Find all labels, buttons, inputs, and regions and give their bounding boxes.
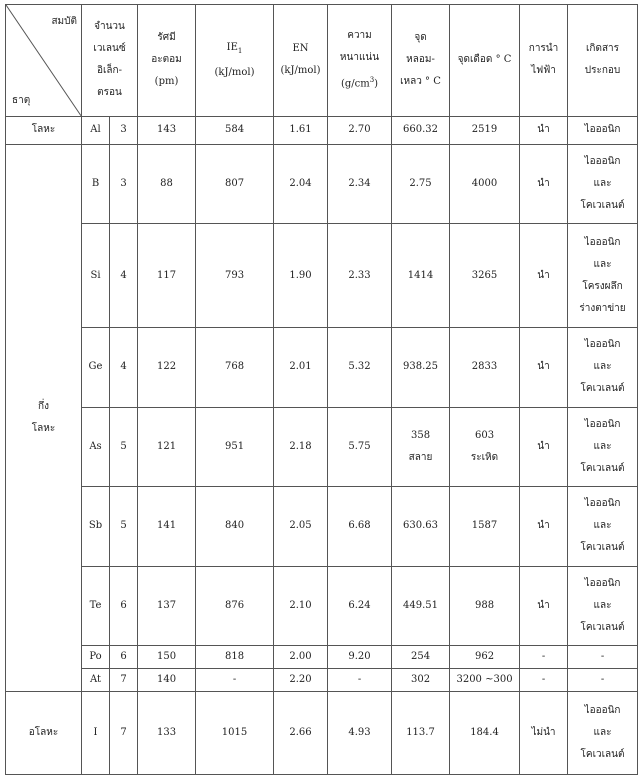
electronegativity: 2.04 <box>274 144 328 224</box>
boiling-point: 962 <box>450 646 520 669</box>
ionization-energy: 807 <box>196 144 274 224</box>
header-corner-cell <box>6 5 82 117</box>
valence-electrons: 7 <box>110 692 138 775</box>
ionization-energy: 1015 <box>196 692 274 775</box>
header-electronegativity: EN (kJ/mol) <box>274 5 328 117</box>
valence-electrons: 4 <box>110 328 138 408</box>
ionization-energy: - <box>196 669 274 692</box>
boiling-point: 184.4 <box>450 692 520 775</box>
ionization-energy: 793 <box>196 224 274 328</box>
element-symbol: Sb <box>82 487 110 567</box>
boiling-point: 603 ระเหิด <box>450 407 520 487</box>
valence-electrons: 4 <box>110 224 138 328</box>
conductivity: - <box>520 669 568 692</box>
ionization-energy: 584 <box>196 116 274 144</box>
compound-type: ไอออนิก และ โครงผลึก ร่างตาข่าย <box>568 224 638 328</box>
element-symbol: As <box>82 407 110 487</box>
atomic-radius: 141 <box>138 487 196 567</box>
compound-type: ไอออนิก และ โคเวเลนต์ <box>568 328 638 408</box>
electronegativity: 2.20 <box>274 669 328 692</box>
valence-electrons: 5 <box>110 487 138 567</box>
conductivity: - <box>520 646 568 669</box>
table-row <box>6 116 638 144</box>
atomic-radius: 133 <box>138 692 196 775</box>
ionization-energy: 951 <box>196 407 274 487</box>
boiling-point: 2833 <box>450 328 520 408</box>
group-label: กึ่ง โลหะ <box>6 144 82 692</box>
density: 5.32 <box>328 328 392 408</box>
header-conductivity: การนำ ไฟฟ้า <box>520 5 568 117</box>
density: 2.33 <box>328 224 392 328</box>
ie-label: $IE_1$ <box>226 41 243 55</box>
electronegativity: 1.61 <box>274 116 328 144</box>
electronegativity: 2.10 <box>274 566 328 646</box>
atomic-radius: 143 <box>138 116 196 144</box>
boiling-point: 3265 <box>450 224 520 328</box>
compound-type: - <box>568 646 638 669</box>
melting-point: 938.25 <box>392 328 450 408</box>
boiling-point: 3200 ~300 <box>450 669 520 692</box>
valence-electrons: 5 <box>110 407 138 487</box>
melting-point: 302 <box>392 669 450 692</box>
header-ionization-energy: $IE_1$ (kJ/mol) <box>196 5 274 117</box>
density: 5.75 <box>328 407 392 487</box>
valence-electrons: 3 <box>110 144 138 224</box>
melting-point: 449.51 <box>392 566 450 646</box>
conductivity: นำ <box>520 328 568 408</box>
table-row <box>6 224 638 328</box>
table-row <box>6 566 638 646</box>
element-symbol: Si <box>82 224 110 328</box>
valence-electrons: 6 <box>110 566 138 646</box>
element-symbol: Al <box>82 116 110 144</box>
valence-electrons: 7 <box>110 669 138 692</box>
element-symbol: Te <box>82 566 110 646</box>
atomic-radius: 88 <box>138 144 196 224</box>
table-row <box>6 487 638 567</box>
element-symbol: Po <box>82 646 110 669</box>
element-symbol: I <box>82 692 110 775</box>
group-label: โลหะ <box>6 116 82 144</box>
compound-type: ไอออนิก และ โคเวเลนต์ <box>568 407 638 487</box>
melting-point: 1414 <box>392 224 450 328</box>
melting-point: 358 สลาย <box>392 407 450 487</box>
conductivity: นำ <box>520 116 568 144</box>
ionization-energy: 840 <box>196 487 274 567</box>
header-boiling-point: จุดเดือด ° C <box>450 5 520 117</box>
electronegativity: 2.01 <box>274 328 328 408</box>
density: 9.20 <box>328 646 392 669</box>
electronegativity: 2.00 <box>274 646 328 669</box>
compound-type: ไอออนิก และ โคเวเลนต์ <box>568 144 638 224</box>
element-symbol: At <box>82 669 110 692</box>
table-row <box>6 669 638 692</box>
compound-type: - <box>568 669 638 692</box>
conductivity: นำ <box>520 224 568 328</box>
atomic-radius: 122 <box>138 328 196 408</box>
density: 4.93 <box>328 692 392 775</box>
atomic-radius: 150 <box>138 646 196 669</box>
atomic-radius: 117 <box>138 224 196 328</box>
conductivity: นำ <box>520 144 568 224</box>
density-unit: $(g/cm^3)$ <box>340 76 379 90</box>
compound-type: ไอออนิก และ โคเวเลนต์ <box>568 692 638 775</box>
melting-point: 2.75 <box>392 144 450 224</box>
conductivity: นำ <box>520 566 568 646</box>
compound-type: ไอออนิก <box>568 116 638 144</box>
valence-electrons: 6 <box>110 646 138 669</box>
atomic-radius: 137 <box>138 566 196 646</box>
header-melting-point: จุด หลอม- เหลว ° C <box>392 5 450 117</box>
electronegativity: 2.05 <box>274 487 328 567</box>
density: 2.70 <box>328 116 392 144</box>
boiling-point: 4000 <box>450 144 520 224</box>
table-row <box>6 692 638 775</box>
compound-type: ไอออนิก และ โคเวเลนต์ <box>568 487 638 567</box>
atomic-radius: 121 <box>138 407 196 487</box>
group-label: อโลหะ <box>6 692 82 775</box>
conductivity: นำ <box>520 407 568 487</box>
table-row <box>6 328 638 408</box>
density: 2.34 <box>328 144 392 224</box>
melting-point: 113.7 <box>392 692 450 775</box>
header-compound-type: เกิดสาร ประกอบ <box>568 5 638 117</box>
header-density: ความ หนาแน่น $(g/cm^3)$ <box>328 5 392 117</box>
valence-electrons: 3 <box>110 116 138 144</box>
electronegativity: 1.90 <box>274 224 328 328</box>
ionization-energy: 876 <box>196 566 274 646</box>
element-symbol: B <box>82 144 110 224</box>
header-element-label: ธาตุ <box>12 94 31 106</box>
boiling-point: 1587 <box>450 487 520 567</box>
electronegativity: 2.66 <box>274 692 328 775</box>
conductivity: นำ <box>520 487 568 567</box>
element-symbol: Ge <box>82 328 110 408</box>
header-atomic-radius: รัศมี อะตอม (pm) <box>138 5 196 117</box>
density: - <box>328 669 392 692</box>
header-valence-electrons: จำนวน เวเลนซ์ อิเล็ก- ตรอน <box>82 5 138 117</box>
ionization-energy: 818 <box>196 646 274 669</box>
header-row <box>6 5 638 117</box>
ionization-energy: 768 <box>196 328 274 408</box>
table-row <box>6 646 638 669</box>
electronegativity: 2.18 <box>274 407 328 487</box>
density: 6.68 <box>328 487 392 567</box>
atomic-radius: 140 <box>138 669 196 692</box>
header-property-label: สมบัติ <box>51 16 77 27</box>
element-properties-table <box>5 4 638 775</box>
melting-point: 630.63 <box>392 487 450 567</box>
density: 6.24 <box>328 566 392 646</box>
conductivity: ไม่นำ <box>520 692 568 775</box>
table-row <box>6 407 638 487</box>
boiling-point: 988 <box>450 566 520 646</box>
compound-type: ไอออนิก และ โคเวเลนต์ <box>568 566 638 646</box>
melting-point: 660.32 <box>392 116 450 144</box>
boiling-point: 2519 <box>450 116 520 144</box>
melting-point: 254 <box>392 646 450 669</box>
table-row <box>6 144 638 224</box>
